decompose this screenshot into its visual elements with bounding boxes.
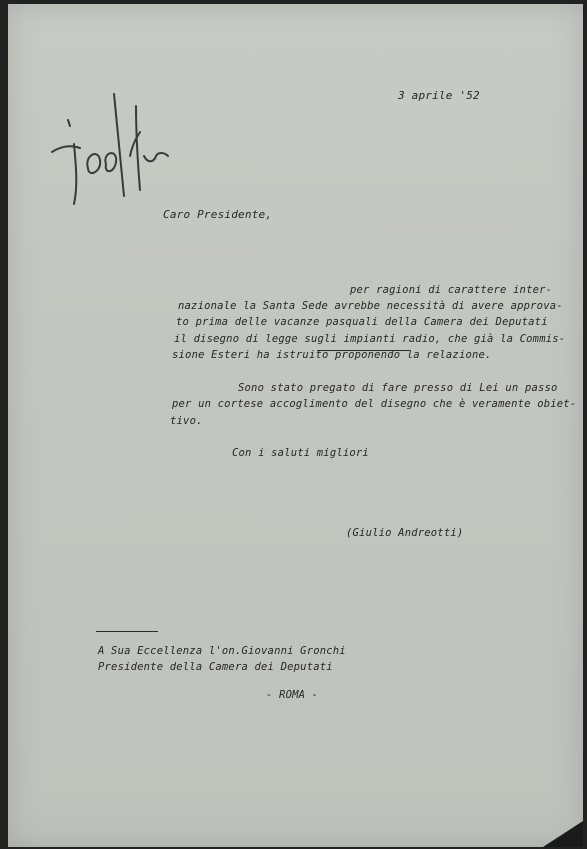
letter-page xyxy=(8,4,583,847)
salutation: Caro Presidente, xyxy=(163,208,273,221)
recipient-line-1: A Sua Eccellenza l'on.Giovanni Gronchi xyxy=(98,645,346,657)
body-line-2: nazionale la Santa Sede avrebbe necessità di avere approva- xyxy=(178,300,563,312)
closing: Con i saluti migliori xyxy=(232,447,369,459)
body-line-8: tivo. xyxy=(170,415,203,427)
body-line-3: to prima delle vacanze pasquali della Camera dei Deputati xyxy=(176,316,548,328)
body-line-4: il disegno di legge sugli impianti radio, che già la Commis- xyxy=(174,333,566,345)
letter-date: 3 aprile '52 xyxy=(398,89,480,102)
recipient-line-2: Presidente della Camera dei Deputati xyxy=(98,661,333,673)
body-line-7: per un cortese accoglimento del disegno che è veramente obiet- xyxy=(172,398,577,410)
body-line-6: Sono stato pregato di fare presso di Lei un passo xyxy=(238,382,558,394)
recipient-city: - ROMA - xyxy=(266,689,319,701)
handwritten-initials xyxy=(44,86,184,216)
address-rule xyxy=(96,631,158,632)
signature: (Giulio Andreotti) xyxy=(346,527,464,539)
body-line-5: sione Esteri ha istruito proponendo la relazione. xyxy=(172,349,492,361)
body-line-1: per ragioni di carattere inter- xyxy=(350,284,553,296)
